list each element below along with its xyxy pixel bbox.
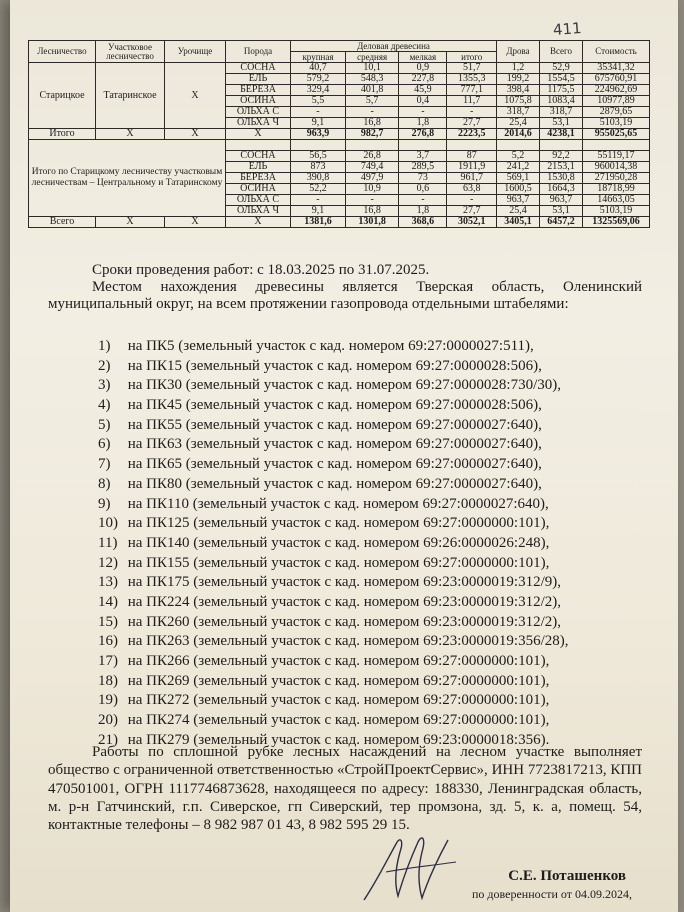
cell-krup: 873 [291, 162, 346, 173]
cell-krup: 52,2 [291, 184, 346, 195]
cell-vsego: 52,9 [540, 63, 583, 74]
cell-sred: 10,1 [345, 63, 398, 74]
cell-drova [497, 140, 540, 151]
cell-melk: 1,8 [399, 118, 447, 129]
cell-krup: 5,5 [291, 96, 346, 107]
cell-total-poroda: Х [226, 129, 291, 140]
cell-drova: 25,4 [497, 118, 540, 129]
list-item: 21) на ПК279 (земельный участок с кад. номером 69:23:0000018:356). [98, 731, 550, 748]
cell-itogo [447, 140, 497, 151]
work-period-text: Сроки проведения работ: с 18.03.2025 по 31.07.2025. [92, 262, 430, 278]
cell-vsego: 1175,5 [540, 85, 583, 96]
cell-drova: 398,4 [497, 85, 540, 96]
list-item: 18) на ПК269 (земельный участок с кад. номером 69:27:0000000:101), [98, 672, 550, 689]
document-page [10, 0, 678, 912]
cell-stoim: 224962,69 [583, 85, 650, 96]
cell-vsego: 53,1 [540, 118, 583, 129]
cell-vsego: 1083,4 [540, 96, 583, 107]
cell-stoim: 1325569,06 [583, 217, 650, 228]
work-period-paragraph [48, 262, 642, 279]
list-item: 6) на ПК63 (земельный участок с кад. номером 69:27:0000027:640), [98, 436, 542, 453]
handwritten-signature [356, 822, 466, 912]
cell-itogo: 27,7 [447, 206, 497, 217]
cell-total-poroda: Х [226, 217, 291, 228]
cell-poroda: ОЛЬХА Ч [226, 118, 291, 129]
cell-melk: 0,4 [399, 96, 447, 107]
cell-krup: 579,2 [291, 74, 346, 85]
header-itogo: итого [447, 52, 497, 63]
cell-krup: 390,8 [291, 173, 346, 184]
cell-itogo: 1911,9 [447, 162, 497, 173]
cell-itogo: 961,7 [447, 173, 497, 184]
cell-vsego: 92,2 [540, 151, 583, 162]
cell-drova: 569,1 [497, 173, 540, 184]
cell-sred: 497,9 [345, 173, 398, 184]
cell-melk: 1,8 [399, 206, 447, 217]
cell-drova: 1,2 [497, 63, 540, 74]
cell-poroda [226, 140, 291, 151]
cell-stoim: 35341,32 [583, 63, 650, 74]
plot-list [98, 337, 569, 750]
cell-itogo: 11,7 [447, 96, 497, 107]
cell-stoim [583, 140, 650, 151]
cell-melk: 73 [399, 173, 447, 184]
cell-stoim: 955025,65 [583, 129, 650, 140]
list-item: 16) на ПК263 (земельный участок с кад. номером 69:23:0000019:356/28), [98, 633, 569, 650]
header-stoimost: Стоимость [583, 41, 650, 63]
header-vsego: Всего [540, 41, 583, 63]
header-melkaya: мелкая [399, 52, 447, 63]
cell-poroda: СОСНА [226, 63, 291, 74]
cell-vsego: 1664,3 [540, 184, 583, 195]
list-item: 3) на ПК30 (земельный участок с кад. номером 69:27:0000028:730/30), [98, 377, 561, 394]
cell-sred: - [345, 195, 398, 206]
cell-krup: 1381,6 [291, 217, 346, 228]
header-poroda: Порода [226, 41, 291, 63]
table-row [29, 140, 650, 151]
cell-stoim: 2879,65 [583, 107, 650, 118]
page-number: 411 [552, 19, 583, 39]
list-item: 1) на ПК5 (земельный участок с кад. номером 69:27:0000027:511), [98, 338, 534, 354]
header-drova: Дрова [497, 41, 540, 63]
timber-volume-table [28, 40, 650, 228]
cell-itogo: 63,8 [447, 184, 497, 195]
table-total-row [29, 129, 650, 140]
cell-melk: 45,9 [399, 85, 447, 96]
cell-uchastkovoe: Татаринское [96, 63, 165, 129]
cell-total-x: Х [165, 217, 226, 228]
table-grand-total-row [29, 217, 650, 228]
list-item: 11) на ПК140 (земельный участок с кад. номером 69:26:0000026:248), [98, 534, 550, 551]
cell-vsego: 1554,5 [540, 74, 583, 85]
cell-itogo: - [447, 107, 497, 118]
cell-krup: 9,1 [291, 206, 346, 217]
cell-drova: 1600,5 [497, 184, 540, 195]
cell-melk: 289,5 [399, 162, 447, 173]
list-item: 15) на ПК260 (земельный участок с кад. номером 69:23:0000019:312/2), [98, 613, 561, 630]
cell-drova: 1075,8 [497, 96, 540, 107]
cell-poroda: ОЛЬХА Ч [226, 206, 291, 217]
cell-krup: 40,7 [291, 63, 346, 74]
list-item: 2) на ПК15 (земельный участок с кад. номером 69:27:0000028:506), [98, 357, 542, 374]
list-item: 9) на ПК110 (земельный участок с кад. номером 69:27:0000027:640), [98, 495, 549, 512]
cell-itogo: 2223,5 [447, 129, 497, 140]
cell-sred: 10,9 [345, 184, 398, 195]
cell-total-x: Х [165, 129, 226, 140]
cell-drova: 318,7 [497, 107, 540, 118]
cell-itogo: 27,7 [447, 118, 497, 129]
list-item: 20) на ПК274 (земельный участок с кад. номером 69:27:0000000:101), [98, 712, 550, 729]
contractor-paragraph [48, 743, 642, 834]
header-uchastkovoe: Участковое лесничество [96, 41, 165, 63]
list-item: 19) на ПК272 (земельный участок с кад. номером 69:27:0000000:101), [98, 692, 550, 709]
contractor-text: Работы по сплошной рубке лесных насаждений на лесном участке выполняет общество с ограниченной ответственностью «СтройПроектСервис», ИНН 7723817213, КПП 470501001, ОГРН 1117746873628, находящееся по адресу: 188330, Ленинградская область, м. р-н Гатчинский, г.п. Сиверское, гп Сиверский, тер промзона, зд. 5, к. а, помещ. 54, контактные телефоны – 8 982 987 01 43, 8 982 595 29 15. [48, 744, 642, 834]
cell-krup: 56,5 [291, 151, 346, 162]
cell-poroda: БЕРЕЗА [226, 85, 291, 96]
list-item: 14) на ПК224 (земельный участок с кад. номером 69:23:0000019:312/2), [98, 593, 561, 610]
cell-urochishe: Х [165, 63, 226, 129]
cell-drova: 25,4 [497, 206, 540, 217]
cell-block2-label: Итого по Старицкому лесничеству участковым лесничествам – Центральному и Татаринскому [29, 140, 226, 217]
cell-total-label: Итого [29, 129, 96, 140]
cell-vsego: 1530,8 [540, 173, 583, 184]
cell-melk: - [399, 107, 447, 118]
cell-stoim: 5103,19 [583, 206, 650, 217]
cell-itogo: 51,7 [447, 63, 497, 74]
cell-sred: 26,8 [345, 151, 398, 162]
cell-krup [291, 140, 346, 151]
list-item: 10) на ПК125 (земельный участок с кад. номером 69:27:0000000:101), [98, 515, 550, 532]
signatory-name: С.Е. Поташенков [508, 868, 626, 884]
cell-sred [345, 140, 398, 151]
cell-drova: 3405,1 [497, 217, 540, 228]
cell-poroda: ОСИНА [226, 184, 291, 195]
header-srednyaya: средняя [345, 52, 398, 63]
cell-sred: - [345, 107, 398, 118]
cell-vsego: 53,1 [540, 206, 583, 217]
cell-stoim: 960014,38 [583, 162, 650, 173]
location-text: Местом нахождения древесины является Тверская область, Оленинский муниципальный округ, на всем протяжении газопровода отдельными штабелями: [48, 279, 642, 312]
cell-sred: 401,8 [345, 85, 398, 96]
cell-stoim: 271950,28 [583, 173, 650, 184]
cell-lesnichestvo: Старицкое [29, 63, 96, 129]
location-paragraph [48, 279, 642, 313]
cell-sred: 16,8 [345, 118, 398, 129]
cell-total-label: Всего [29, 217, 96, 228]
cell-melk: 0,6 [399, 184, 447, 195]
cell-sred: 16,8 [345, 206, 398, 217]
list-item: 4) на ПК45 (земельный участок с кад. номером 69:27:0000028:506), [98, 397, 542, 414]
cell-krup: - [291, 107, 346, 118]
cell-krup: 9,1 [291, 118, 346, 129]
cell-stoim: 55119,17 [583, 151, 650, 162]
cell-poroda: ЕЛЬ [226, 162, 291, 173]
list-item: 13) на ПК175 (земельный участок с кад. номером 69:23:0000019:312/9), [98, 574, 561, 591]
cell-krup: 329,4 [291, 85, 346, 96]
signatory-power-of-attorney: по доверенности от 04.09.2024, [472, 887, 632, 901]
cell-sred: 548,3 [345, 74, 398, 85]
cell-stoim: 18718,99 [583, 184, 650, 195]
cell-itogo: 3052,1 [447, 217, 497, 228]
list-item: 8) на ПК80 (земельный участок с кад. номером 69:27:0000027:640), [98, 475, 542, 492]
cell-poroda: ОСИНА [226, 96, 291, 107]
cell-stoim: 5103,19 [583, 118, 650, 129]
cell-drova: 963,7 [497, 195, 540, 206]
cell-sred: 5,7 [345, 96, 398, 107]
cell-melk: - [399, 195, 447, 206]
cell-itogo: - [447, 195, 497, 206]
cell-poroda: БЕРЕЗА [226, 173, 291, 184]
cell-drova: 2014,6 [497, 129, 540, 140]
cell-drova: 241,2 [497, 162, 540, 173]
header-krupnaya: крупная [291, 52, 346, 63]
cell-itogo: 1355,3 [447, 74, 497, 85]
list-item: 17) на ПК266 (земельный участок с кад. номером 69:27:0000000:101), [98, 653, 550, 669]
cell-poroda: ОЛЬХА С [226, 107, 291, 118]
timber-table [28, 40, 650, 228]
cell-sred: 982,7 [345, 129, 398, 140]
cell-vsego: 4238,1 [540, 129, 583, 140]
cell-stoim: 10977,89 [583, 96, 650, 107]
cell-vsego: 318,7 [540, 107, 583, 118]
cell-vsego [540, 140, 583, 151]
cell-total-x: Х [96, 129, 165, 140]
list-item: 7) на ПК65 (земельный участок с кад. номером 69:27:0000027:640), [98, 456, 542, 473]
cell-melk [399, 140, 447, 151]
cell-melk: 0,9 [399, 63, 447, 74]
cell-stoim: 14663,05 [583, 195, 650, 206]
table-row [29, 63, 650, 74]
cell-itogo: 777,1 [447, 85, 497, 96]
cell-vsego: 2153,1 [540, 162, 583, 173]
cell-krup: - [291, 195, 346, 206]
cell-melk: 276,8 [399, 129, 447, 140]
header-lesnichestvo: Лесничество [29, 41, 96, 63]
cell-poroda: СОСНА [226, 151, 291, 162]
cell-melk: 3,7 [399, 151, 447, 162]
cell-poroda: ОЛЬХА С [226, 195, 291, 206]
cell-vsego: 6457,2 [540, 217, 583, 228]
cell-poroda: ЕЛЬ [226, 74, 291, 85]
list-item: 5) на ПК55 (земельный участок с кад. номером 69:27:0000027:640), [98, 416, 542, 433]
cell-vsego: 963,7 [540, 195, 583, 206]
cell-sred: 749,4 [345, 162, 398, 173]
cell-melk: 368,6 [399, 217, 447, 228]
cell-itogo: 87 [447, 151, 497, 162]
cell-sred: 1301,8 [345, 217, 398, 228]
cell-total-x: Х [96, 217, 165, 228]
cell-stoim: 675760,91 [583, 74, 650, 85]
cell-drova: 199,2 [497, 74, 540, 85]
header-urochishe: Урочище [165, 41, 226, 63]
cell-melk: 227,8 [399, 74, 447, 85]
header-delovaya: Деловая древесина [291, 41, 497, 52]
cell-drova: 5,2 [497, 151, 540, 162]
list-item: 12) на ПК155 (земельный участок с кад. номером 69:27:0000000:101), [98, 554, 550, 571]
cell-krup: 963,9 [291, 129, 346, 140]
